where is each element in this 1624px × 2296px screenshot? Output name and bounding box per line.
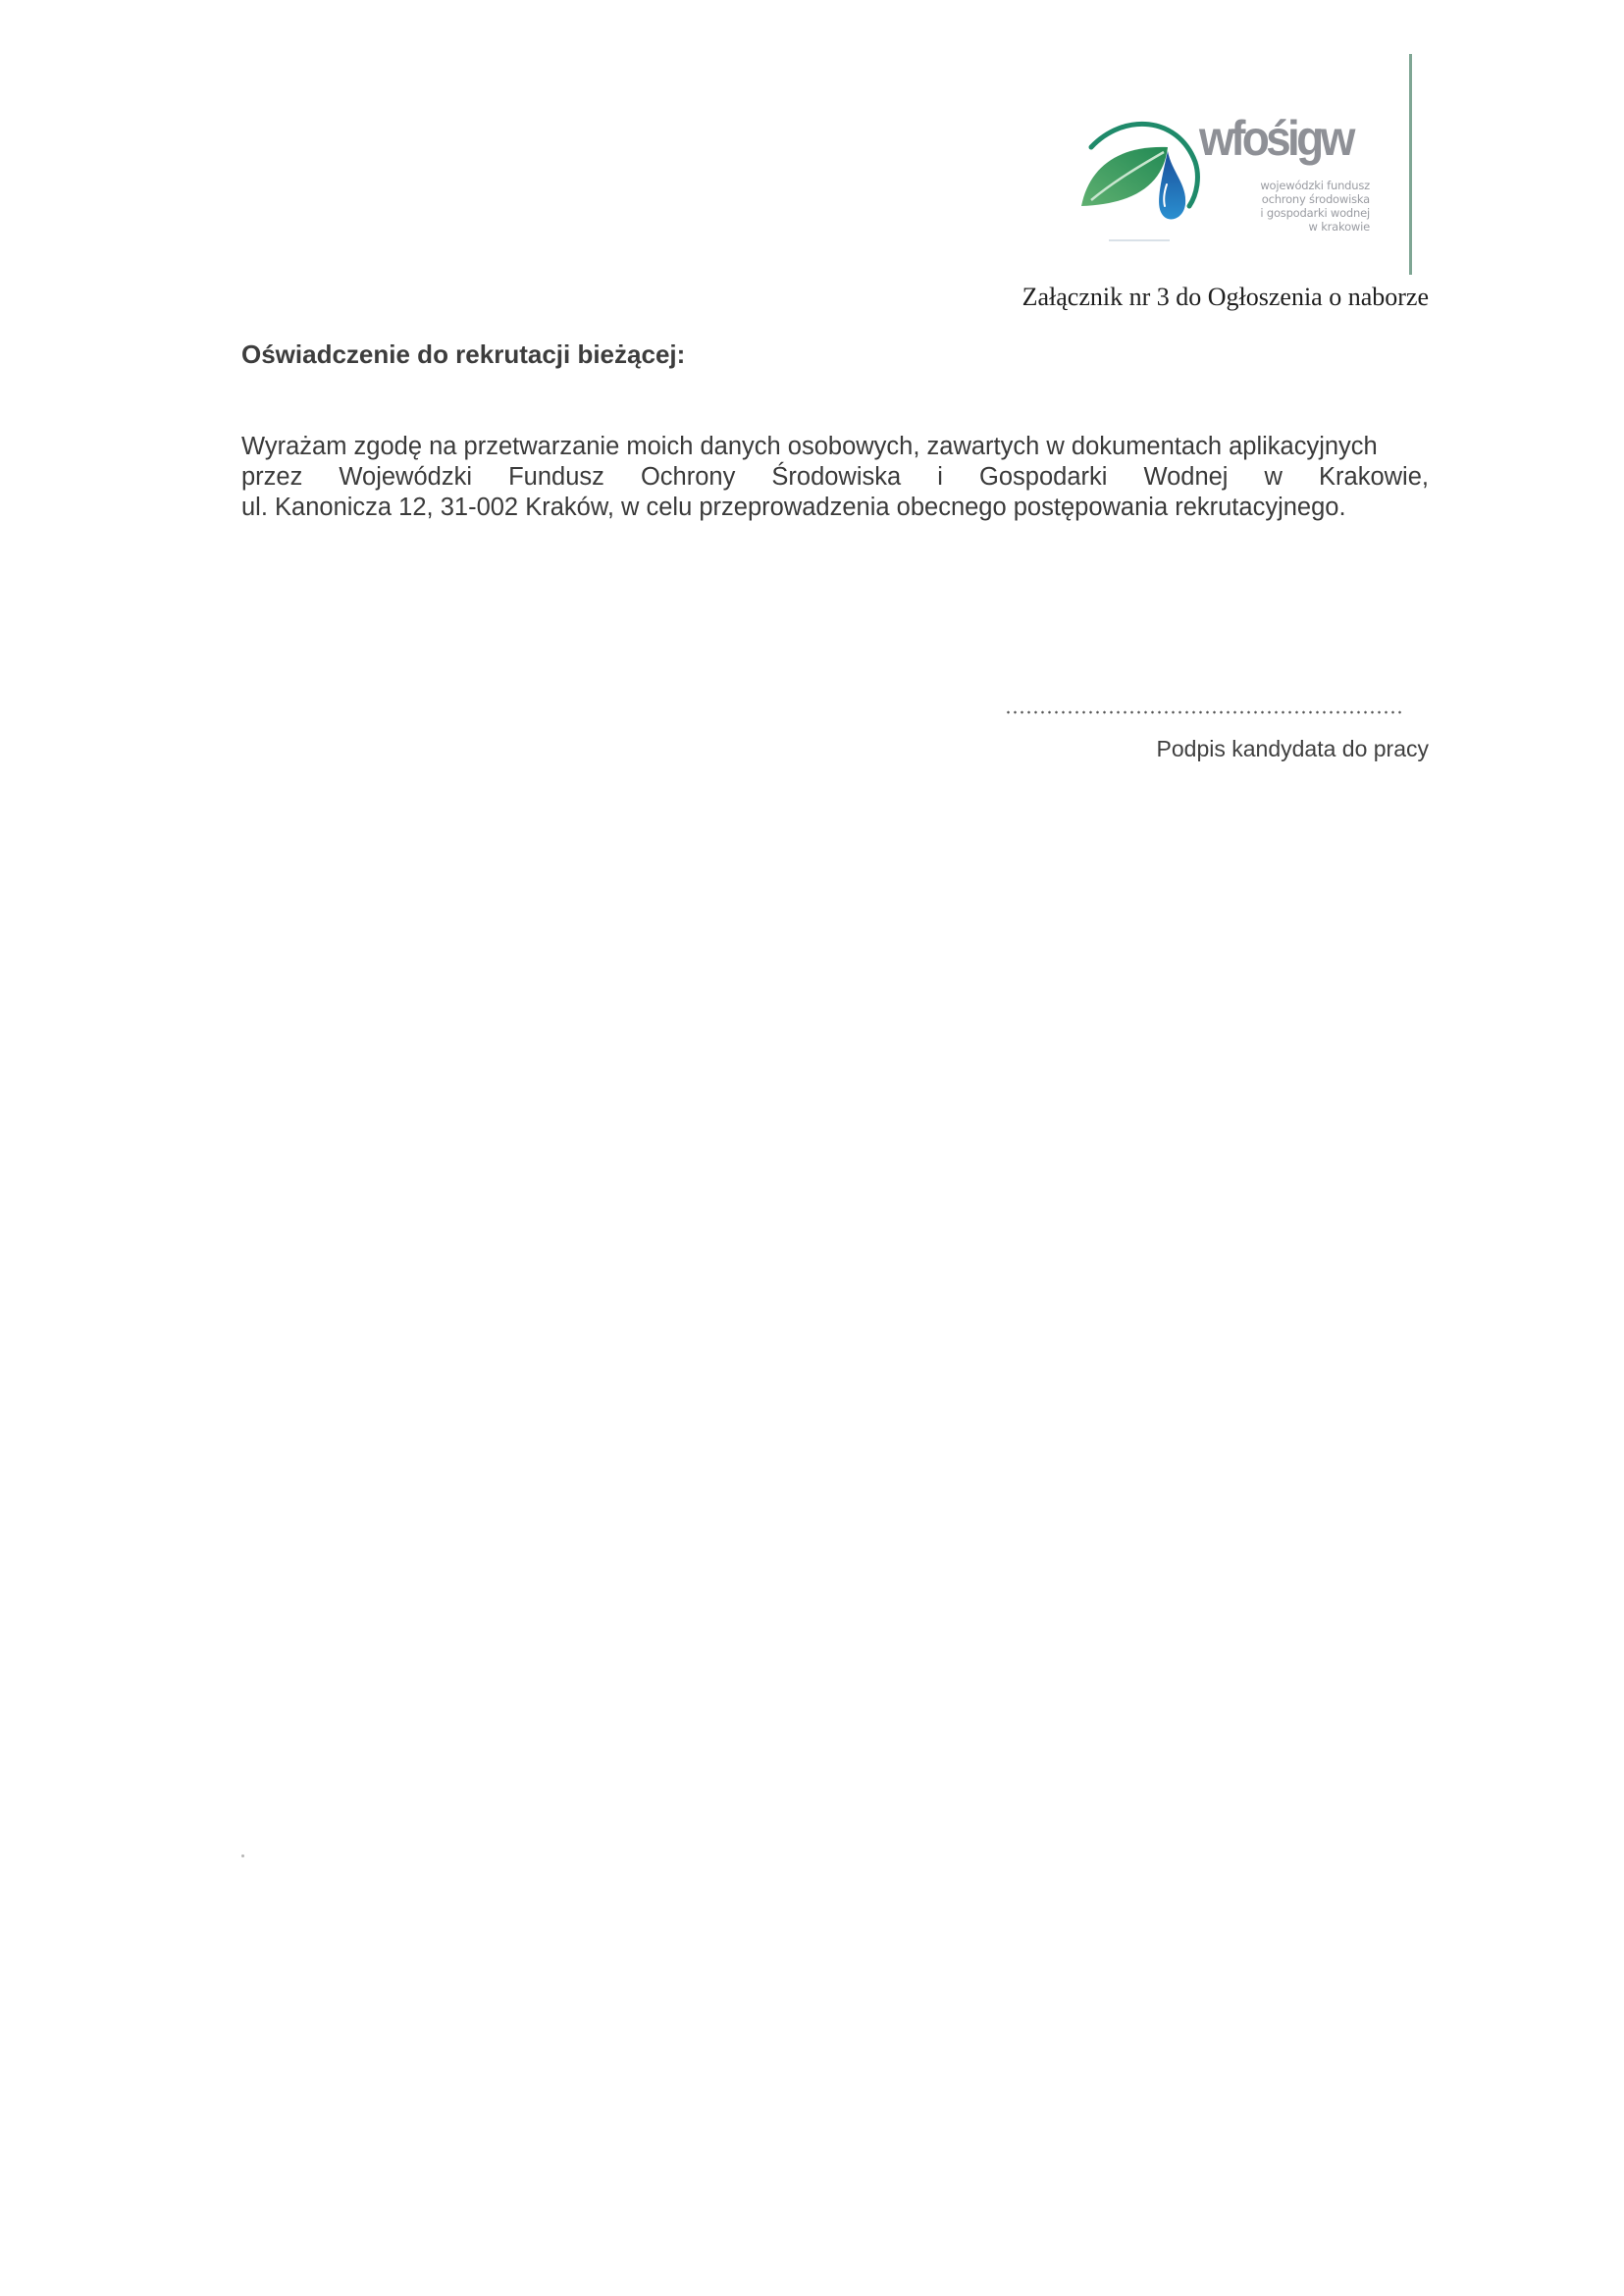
logo-underline	[1109, 239, 1170, 241]
logo-subtitle	[1197, 179, 1370, 234]
consent-line: Wyrażam zgodę na przetwarzanie moich danych osobowych, zawartych w dokumentach aplikacyjnych	[241, 433, 1378, 460]
organization-logo	[1070, 108, 1384, 255]
consent-line: przez Wojewódzki Fundusz Ochrony Środowiska i Gospodarki Wodnej w Krakowie,	[241, 463, 1429, 491]
signature-label: Podpis kandydata do pracy	[1156, 736, 1429, 761]
logo-wordmark: wfośigw	[1199, 111, 1352, 166]
signature-line	[1005, 710, 1405, 714]
logo-subtitle-line: ochrony środowiska	[1261, 192, 1370, 206]
logo-subtitle-line: w krakowie	[1308, 220, 1370, 234]
statement-heading: Oświadczenie do rekrutacji bieżącej:	[241, 339, 686, 369]
leaf-and-water-drop-icon	[1070, 108, 1207, 255]
logo-subtitle-line: i gospodarki wodnej	[1260, 206, 1370, 220]
consent-line: ul. Kanonicza 12, 31-002 Kraków, w celu przeprowadzenia obecnego postępowania rekrutacyjnego.	[241, 494, 1346, 521]
scan-artifact	[241, 1854, 244, 1857]
header-vertical-rule	[1409, 54, 1412, 275]
logo-subtitle-line: wojewódzki fundusz	[1260, 179, 1370, 192]
annex-title: Załącznik nr 3 do Ogłoszenia o naborze	[1022, 283, 1429, 311]
consent-paragraph	[241, 432, 1429, 523]
